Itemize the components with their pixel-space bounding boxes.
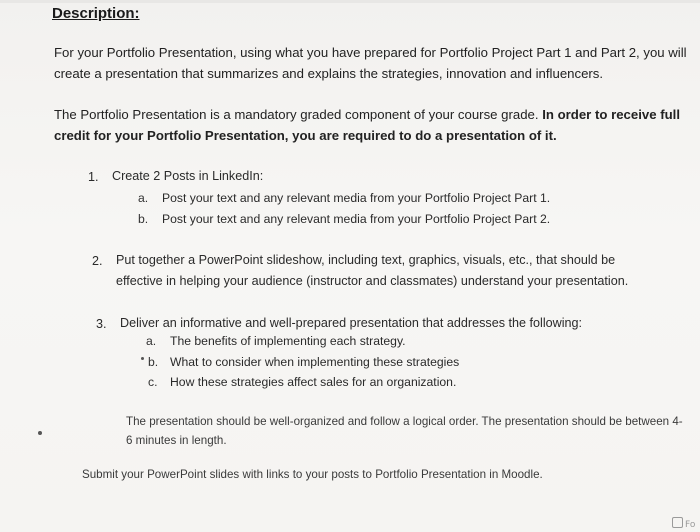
list-item-3-number: 3. bbox=[96, 317, 107, 331]
list-item-3-text: Deliver an informative and well-prepared presentation that addresses the following: bbox=[120, 316, 583, 330]
page-top-edge bbox=[0, 0, 700, 3]
list-item-2-text bbox=[116, 250, 690, 292]
list-item-1b-text: Post your text and any relevant media from your Portfolio Project Part 2. bbox=[162, 212, 551, 226]
list-item-1-text: Create 2 Posts in LinkedIn: bbox=[112, 169, 264, 183]
list-item-2-line-2: effective in helping your audience (instructor and classmates) understand your presentation. bbox=[116, 274, 629, 288]
mandatory-bold-text: In order to receive full credit for your Portfolio Presentation, you are required to do a presentation of it. bbox=[54, 107, 680, 143]
list-item-2-line-1: Put together a PowerPoint slideshow, including text, graphics, visuals, etc., that should be bbox=[116, 253, 616, 267]
list-item-3a-letter: a. bbox=[146, 334, 157, 348]
list-item-1b-letter: b. bbox=[138, 212, 149, 226]
list-item-3b-letter: b. bbox=[148, 355, 159, 369]
document-icon bbox=[672, 517, 683, 528]
intro-paragraph: For your Portfolio Presentation, using what you have prepared for Portfolio Project Part 1 and Part 2, you will create a presentation that summarizes and explains the strategies, innovation and influencers. bbox=[54, 45, 687, 81]
list-item-1-number: 1. bbox=[88, 170, 99, 184]
corner-overlay[interactable] bbox=[672, 517, 695, 530]
list-item-1a-letter: a. bbox=[138, 191, 149, 205]
mandatory-plain-text: The Portfolio Presentation is a mandatory graded component of your course grade. bbox=[54, 107, 543, 122]
list-item-2-number: 2. bbox=[92, 254, 103, 268]
mandatory-paragraph bbox=[54, 104, 694, 146]
length-note: The presentation should be well-organized and follow a logical order. The presentation should be between 4-6 minutes in length. bbox=[126, 415, 683, 447]
stray-dot-mark bbox=[141, 357, 144, 360]
margin-dot-mark bbox=[38, 431, 42, 435]
list-item-3c-letter: c. bbox=[148, 375, 158, 389]
list-item-1a-text: Post your text and any relevant media from your Portfolio Project Part 1. bbox=[162, 191, 551, 205]
submit-instruction: Submit your PowerPoint slides with links to your posts to Portfolio Presentation in Moodle. bbox=[82, 468, 543, 481]
corner-label: Fo bbox=[685, 520, 696, 530]
list-item-3a-text: The benefits of implementing each strategy. bbox=[170, 334, 406, 348]
list-item-3b-text: What to consider when implementing these strategies bbox=[170, 355, 460, 369]
list-item-3c-text: How these strategies affect sales for an organization. bbox=[170, 375, 457, 389]
description-heading: Description: bbox=[52, 5, 140, 22]
